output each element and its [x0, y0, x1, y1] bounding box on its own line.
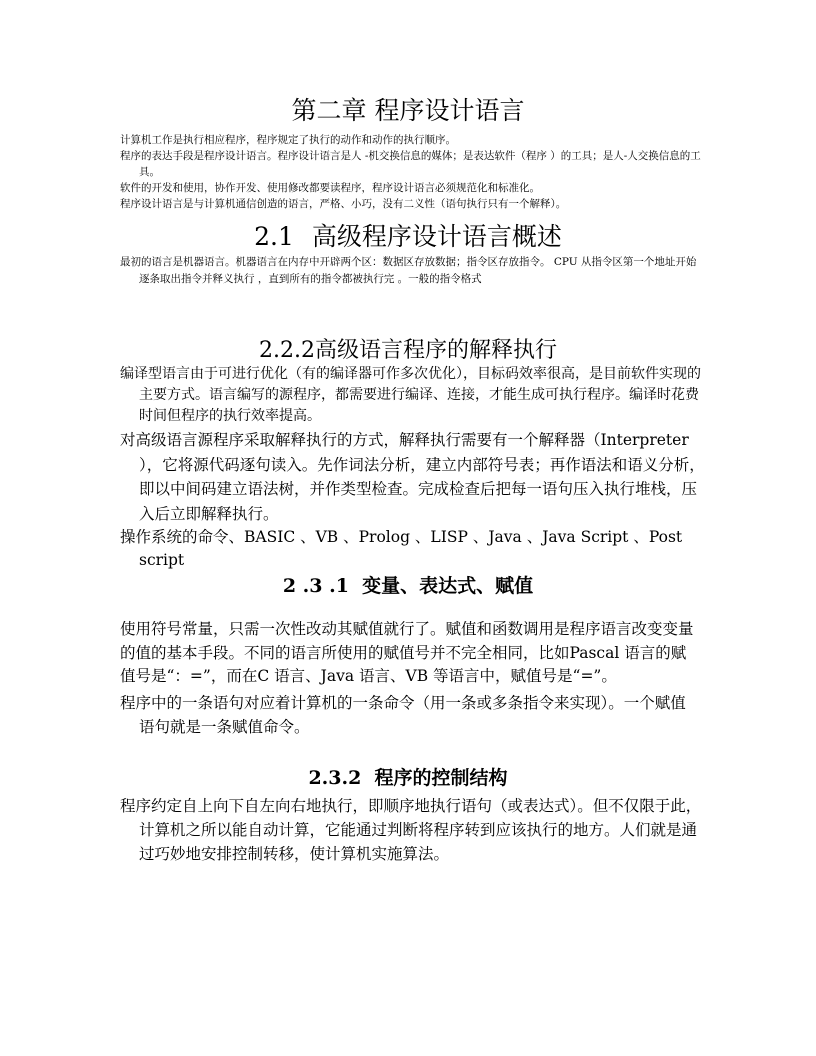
section-paragraph: 对高级语言源程序采取解释执行的方式，解释执行需要有一个解释器（Interpreter ），它将源代码逐句读入。先作词法分析，建立内部符号表；再作语法和语义分析，即以中间码建立语法树，并作类型检查。完成检查后把每一语句压入执行堆栈，压入后立即解释执行。 [120, 431, 705, 523]
section-2-1-body [120, 254, 700, 288]
chapter-title: 第二章 程序设计语言 [291, 96, 525, 125]
section-paragraph: 使用符号常量，只需一次性改动其赋值就行了。赋值和函数调用是程序语言改变变量的值的基本手段。不同的语言所使用的赋值号并不完全相同，比如Pascal 语言的赋值号是“：=”，而在C 语言、Java 语言、VB 等语言中，赋值号是“=”。 [120, 620, 694, 685]
section-title: 高级程序设计语言概述 [311, 222, 562, 251]
intro-paragraph: 程序的表达手段是程序设计语言。程序设计语言是人 -机交换信息的媒体；是表达软件（程序 ）的工具；是人-人交换信息的工具。 [120, 150, 701, 178]
intro-paragraph: 软件的开发和使用，协作开发、使用修改都要读程序，程序设计语言必须规范化和标准化。 [120, 182, 540, 194]
section-2-2-2-heading: 2.2.2高级语言程序的解释执行 [259, 338, 557, 363]
section-paragraph: 操作系统的命令、BASIC 、VB 、Prolog 、LISP 、Java 、Java Script 、Post script [120, 528, 683, 569]
section-paragraph: 最初的语言是机器语言。机器语言在内存中开辟两个区：数据区存放数据；指令区存放指令。 CPU 从指令区第一个地址开始逐条取出指令并释义执行 ，直到所有的指令都被执行完 。一般的指令格式 [120, 256, 697, 285]
section-2-3-1-body [120, 618, 700, 739]
section-2-3-2-heading: 2.3.2 程序的控制结构 [308, 767, 508, 789]
section-paragraph: 程序中的一条语句对应着计算机的一条命令（用一条或多条指令来实现）。一个赋值语句就是一条赋值命令。 [120, 693, 686, 736]
intro-block [120, 132, 710, 212]
intro-paragraph: 程序设计语言是与计算机通信创造的语言，严格、小巧，没有二义性（语句执行只有一个解释）。 [120, 198, 567, 210]
section-2-2-2-body [120, 364, 705, 572]
section-2-1-heading [0, 220, 816, 254]
section-paragraph: 程序约定自上向下自左向右地执行，即顺序地执行语句（或表达式）。但不仅限于此，计算机之所以能自动计算，它能通过判断将程序转到应该执行的地方。人们就是通过巧妙地安排控制转移，使计算机实施算法。 [120, 797, 702, 863]
section-paragraph: 编译型语言由于可进行优化（有的编译器可作多次优化），目标码效率很高，是目前软件实现的主要方式。语言编写的源程序，都需要进行编译、连接，才能生成可执行程序。编译时花费时间但程序的执行效率提高。 [120, 366, 701, 424]
section-number: 2.1 [254, 222, 294, 251]
intro-paragraph: 计算机工作是执行相应程序，程序规定了执行的动作和动作的执行顺序。 [120, 134, 456, 146]
section-2-3-1-heading: 2 .3 .1 变量、表达式、赋值 [282, 575, 534, 597]
section-2-3-2-body [120, 794, 705, 866]
